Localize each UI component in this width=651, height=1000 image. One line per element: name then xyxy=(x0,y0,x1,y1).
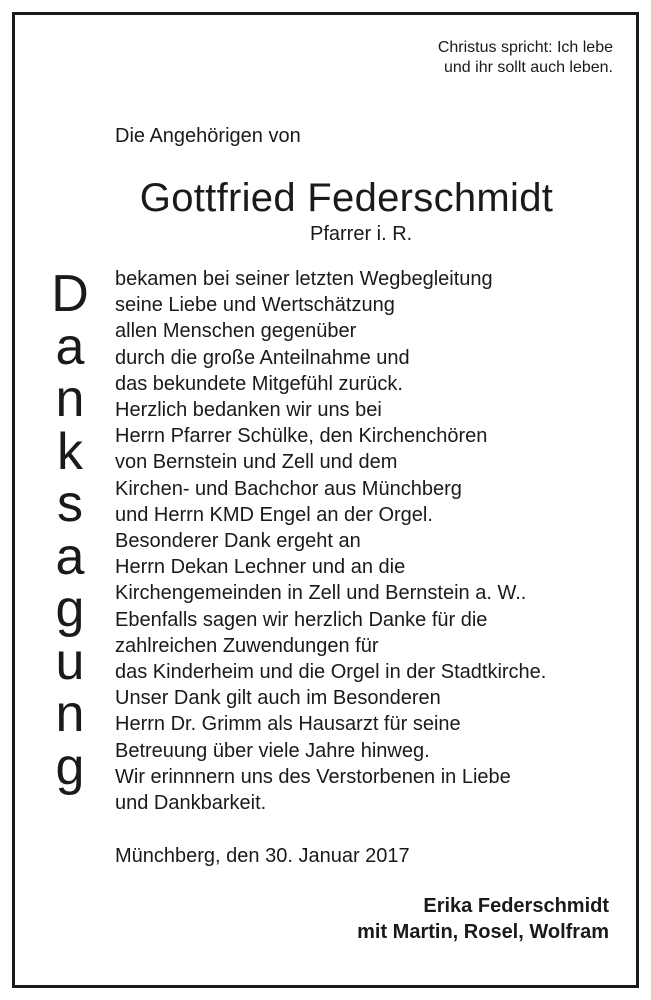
thanks-line: allen Menschen gegenüber xyxy=(115,320,357,343)
thanks-text xyxy=(115,266,625,816)
deceased-name: Gottfried Federschmidt xyxy=(139,176,554,220)
thanks-line: Kirchengemeinden in Zell und Bernstein a. W.. xyxy=(115,582,527,605)
thanks-line: und Herrn KMD Engel an der Orgel. xyxy=(115,503,433,526)
vertical-letter: s xyxy=(57,475,83,533)
vertical-letter: u xyxy=(55,632,85,691)
thanks-line: Kirchen- und Bachchor aus Münchberg xyxy=(115,477,462,500)
thanks-line: Besonderer Dank ergeht an xyxy=(115,530,361,553)
thanks-line: Herrn Dekan Lechner und an die xyxy=(115,556,406,579)
thanks-line: das Kinderheim und die Orgel in der Stadtkirche. xyxy=(115,661,547,684)
signature-line-1: Erika Federschmidt xyxy=(423,895,609,917)
vertical-letter: n xyxy=(55,685,85,743)
deceased-title: Pfarrer i. R. xyxy=(310,223,413,245)
vertical-heading-danksagung xyxy=(46,265,94,796)
thanks-line: bekamen bei seiner letzten Wegbegleitung xyxy=(115,268,493,290)
vertical-letter: g xyxy=(55,737,85,796)
thanks-line: Herzlich bedanken wir uns bei xyxy=(115,399,382,422)
bible-quote-line-1: Christus spricht: Ich lebe xyxy=(437,39,613,56)
thanks-line: das bekundete Mitgefühl zurück. xyxy=(115,372,403,395)
vertical-letter: a xyxy=(55,317,85,376)
intro-text: Die Angehörigen von xyxy=(115,125,301,147)
signature-line-2: mit Martin, Rosel, Wolfram xyxy=(357,921,609,943)
thanks-line: Herrn Dr. Grimm als Hausarzt für seine xyxy=(115,713,461,736)
vertical-letter: k xyxy=(57,422,83,481)
vertical-letter: D xyxy=(51,265,89,323)
thanks-line: Herrn Pfarrer Schülke, den Kirchenchören xyxy=(115,425,488,448)
thanks-line: zahlreichen Zuwendungen für xyxy=(115,634,379,657)
thanks-line: Betreuung über viele Jahre hinweg. xyxy=(115,739,430,762)
signature-block xyxy=(357,893,609,945)
vertical-letter: g xyxy=(55,580,85,638)
vertical-letter: n xyxy=(55,370,85,428)
bible-quote-line-2: und ihr sollt auch leben. xyxy=(444,59,613,76)
thanks-line: Ebenfalls sagen wir herzlich Danke für die xyxy=(115,608,488,631)
bible-quote xyxy=(373,38,613,78)
vertical-letter: a xyxy=(55,527,85,586)
place-and-date: Münchberg, den 30. Januar 2017 xyxy=(115,845,410,867)
thanks-line: Unser Dank gilt auch im Besonderen xyxy=(115,687,441,710)
thanks-line: seine Liebe und Wertschätzung xyxy=(115,294,395,317)
thanks-line: von Bernstein und Zell und dem xyxy=(115,451,398,474)
thanks-line: durch die große Anteilnahme und xyxy=(115,346,410,369)
thanks-line: Wir erinnnern uns des Verstorbenen in Liebe xyxy=(115,765,511,788)
thanks-line: und Dankbarkeit. xyxy=(115,792,267,815)
